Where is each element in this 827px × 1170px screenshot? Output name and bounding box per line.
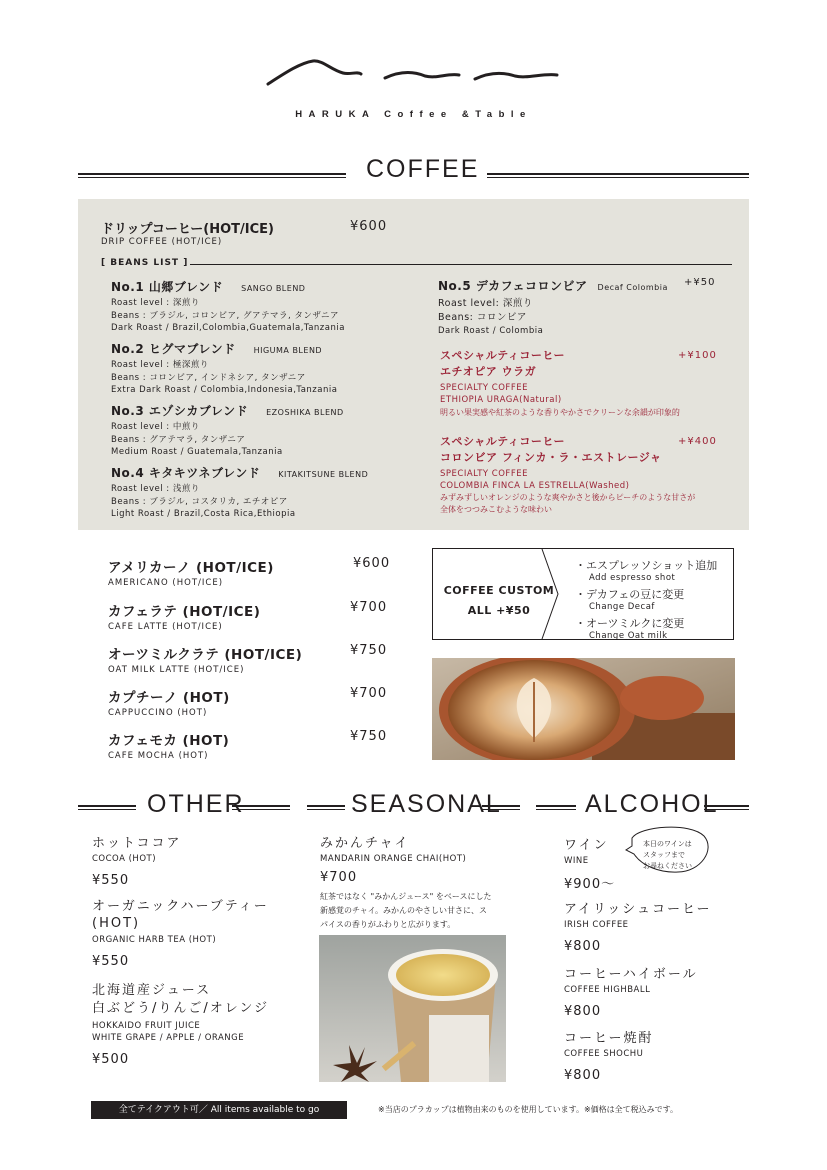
custom-option <box>575 586 735 615</box>
blend-beans: Beans : コロンビア, インドネシア, タンザニア <box>111 372 306 383</box>
seasonal-rule-left <box>307 805 345 810</box>
specialty-origin: コロンビア フィンカ・ラ・エストレージャ <box>440 451 662 464</box>
menu-item-en: HOKKAIDO FRUIT JUICE <box>92 1021 201 1031</box>
custom-option-en: Change Decaf <box>589 602 655 612</box>
decaf-en: Decaf Colombia <box>597 283 668 292</box>
coffee-rule-right <box>487 173 749 178</box>
menu-item-price: ¥500 <box>92 1052 130 1067</box>
menu-item-name: ホットココア <box>92 836 182 851</box>
other-list <box>92 832 292 1067</box>
seasonal-desc: パイスの香りがふわりと広がります。 <box>320 920 456 929</box>
custom-option <box>575 557 735 586</box>
mountain-logo-icon <box>265 55 565 91</box>
blend-en: EZOSHIKA BLEND <box>266 408 344 417</box>
alcohol-item <box>564 834 744 898</box>
menu-item-en: COFFEE SHOCHU <box>564 1049 644 1059</box>
menu-item-name: アイリッシュコーヒー <box>564 902 712 917</box>
drink-name: オーツミルクラテ (HOT/ICE) <box>108 647 303 663</box>
wine-note: スタッフまで <box>643 851 685 859</box>
drink-name-en: CAPPUCCINO (HOT) <box>108 708 208 718</box>
other-rule-left <box>78 805 136 810</box>
blend-detail: Dark Roast / Brazil,Colombia,Guatemala,Tanzania <box>111 323 345 333</box>
blend-beans: Beans : ブラジル, コロンビア, グアテマラ, タンザニア <box>111 310 340 321</box>
alcohol-rule-right <box>704 805 749 810</box>
coffee-rule-left <box>78 173 346 178</box>
blend-en: KITAKITSUNE BLEND <box>278 470 369 479</box>
chai-cup-photo <box>319 935 506 1082</box>
blend-item <box>111 278 431 340</box>
custom-option-en: Add espresso shot <box>589 573 676 583</box>
seasonal-section-title: SEASONAL <box>351 790 502 818</box>
menu-item-en: ORGANIC HARB TEA (HOT) <box>92 935 217 945</box>
menu-item-en: MANDARIN ORANGE CHAI(HOT) <box>320 854 467 864</box>
blend-roast: Roast level : 中煎り <box>111 422 200 432</box>
menu-item-name: コーヒーハイボール <box>564 967 698 982</box>
wine-note: お尋ねください <box>643 862 692 870</box>
alcohol-item <box>564 1027 744 1083</box>
menu-item-en: COCOA (HOT) <box>92 854 157 864</box>
alcohol-list <box>564 834 744 1083</box>
menu-item-price: ¥550 <box>92 954 130 969</box>
menu-item-en: WINE <box>564 856 589 866</box>
beans-list-rule <box>190 264 732 265</box>
seasonal-rule-right <box>482 805 520 810</box>
specialty-en: SPECIALTY COFFEE <box>440 383 528 393</box>
other-section-title: OTHER <box>147 790 245 818</box>
specialty-price: +¥400 <box>678 436 717 447</box>
blend-title: No.3 エゾシカブレンド <box>111 404 249 418</box>
drink-name: アメリカーノ (HOT/ICE) <box>108 560 274 576</box>
specialty-en-origin: ETHIOPIA URAGA(Natural) <box>440 395 562 405</box>
menu-item-en: COFFEE HIGHBALL <box>564 985 651 995</box>
menu-item-price: ¥800 <box>564 1068 602 1083</box>
custom-option-jp: ・エスプレッソショット追加 <box>575 559 718 572</box>
latte-art-photo <box>432 658 735 760</box>
drink-name-en: CAFE LATTE (HOT/ICE) <box>108 622 223 632</box>
specialty-ethiopia <box>440 348 740 419</box>
menu-item-name-sub: 白ぶどう/りんご/オレンジ <box>92 1001 270 1016</box>
specialty-en: SPECIALTY COFFEE <box>440 469 528 479</box>
menu-item-name: 北海道産ジュース <box>92 983 212 998</box>
custom-option <box>575 615 735 644</box>
drink-name: カフェモカ (HOT) <box>108 733 230 749</box>
seasonal-item <box>320 832 510 932</box>
drink-name-en: CAFE MOCHA (HOT) <box>108 751 209 761</box>
specialty-colombia <box>440 434 740 516</box>
blend-detail: Medium Roast / Guatemala,Tanzania <box>111 447 283 457</box>
drink-name-en: OAT MILK LATTE (HOT/ICE) <box>108 665 245 675</box>
drink-price: ¥750 <box>350 729 388 744</box>
custom-price: ALL +¥50 <box>467 604 531 617</box>
menu-item-price: ¥800 <box>564 939 602 954</box>
menu-item-en: IRISH COFFEE <box>564 920 629 930</box>
drink-price: ¥750 <box>350 643 388 658</box>
specialty-title: スペシャルティコーヒー <box>440 349 565 362</box>
drip-coffee-en: DRIP COFFEE (HOT/ICE) <box>101 237 223 247</box>
decaf-price: +¥50 <box>684 277 716 288</box>
alcohol-section-title: ALCOHOL <box>585 790 719 818</box>
drink-item <box>108 643 408 686</box>
blend-item <box>111 402 431 464</box>
custom-option-en: Change Oat milk <box>589 631 668 641</box>
drink-item <box>108 556 408 600</box>
specialty-desc: 明るい果実感や紅茶のような香りやかさでクリーンな余韻が印象的 <box>440 408 680 417</box>
alcohol-item <box>564 898 744 963</box>
other-item <box>92 832 292 898</box>
blend-detail: Light Roast / Brazil,Costa Rica,Ethiopia <box>111 509 296 519</box>
menu-item-name: みかんチャイ <box>320 836 410 851</box>
blend-en: HIGUMA BLEND <box>253 346 323 355</box>
beans-list-label: [ BEANS LIST ] <box>101 258 189 268</box>
menu-item-price: ¥700 <box>320 870 358 885</box>
drink-name-en: AMERICANO (HOT/ICE) <box>108 578 224 588</box>
drink-name: カプチーノ (HOT) <box>108 690 230 706</box>
decaf-roast: Roast level: 深煎り <box>438 298 533 309</box>
blend-title: No.1 山郷ブレンド <box>111 280 224 294</box>
drink-price: ¥700 <box>350 686 388 701</box>
menu-item-name: ワイン <box>564 838 609 853</box>
drip-coffee-price: ¥600 <box>350 219 388 234</box>
blend-roast: Roast level : 浅煎り <box>111 484 200 494</box>
blend-list <box>111 278 431 526</box>
blend-title: No.4 キタキツネブレンド <box>111 466 261 480</box>
specialty-desc: 全体をつつみこむような味わい <box>440 505 552 514</box>
menu-item-price: ¥900〜 <box>564 877 616 892</box>
other-item <box>92 982 292 1067</box>
footer-note: ※当店のプラカップは植物由来のものを使用しています。※価格は全て税込みです。 <box>378 1105 679 1114</box>
menu-item-name: オーガニックハーブティー (HOT) <box>92 899 269 931</box>
alcohol-item <box>564 963 744 1027</box>
menu-item-name: コーヒー焼酎 <box>564 1031 654 1046</box>
coffee-section-title: COFFEE <box>366 155 480 183</box>
blend-detail: Extra Dark Roast / Colombia,Indonesia,Tanzania <box>111 385 338 395</box>
drink-name: カフェラテ (HOT/ICE) <box>108 604 261 620</box>
coffee-custom-box <box>432 548 734 640</box>
blend-title: No.2 ヒグマブレンド <box>111 342 236 356</box>
custom-title: COFFEE CUSTOM <box>443 584 555 597</box>
wine-note: 本日のワインは <box>643 840 692 848</box>
alcohol-rule-left <box>536 805 576 810</box>
custom-option-jp: ・デカフェの豆に変更 <box>575 588 685 601</box>
brand-name: HARUKA Coffee &Table <box>295 109 532 120</box>
decaf-blend <box>438 277 738 338</box>
drink-price: ¥700 <box>350 600 388 615</box>
drink-item <box>108 729 408 772</box>
specialty-title: スペシャルティコーヒー <box>440 435 565 448</box>
custom-option-jp: ・オーツミルクに変更 <box>575 617 685 630</box>
takeout-banner: 全てテイクアウト可／ All items available to go <box>91 1101 347 1119</box>
decaf-title: No.5 デカフェコロンビア <box>438 279 588 293</box>
other-item <box>92 898 292 982</box>
drink-list <box>108 556 408 772</box>
other-rule-right <box>232 805 290 810</box>
blend-beans: Beans : ブラジル, コスタリカ, エチオピア <box>111 496 288 507</box>
specialty-origin: エチオピア ウラガ <box>440 365 537 378</box>
menu-item-price: ¥550 <box>92 873 130 888</box>
menu-item-price: ¥800 <box>564 1004 602 1019</box>
blend-item <box>111 340 431 402</box>
seasonal-desc: 紅茶ではなく "みかんジュース" をベースにした <box>320 892 492 901</box>
decaf-beans: Beans: コロンビア <box>438 312 527 323</box>
specialty-en-origin: COLOMBIA FINCA LA ESTRELLA(Washed) <box>440 481 630 491</box>
blend-beans: Beans : グアテマラ, タンザニア <box>111 434 246 445</box>
blend-en: SANGO BLEND <box>241 284 306 293</box>
decaf-detail: Dark Roast / Colombia <box>438 326 544 336</box>
drink-item <box>108 600 408 643</box>
drink-item <box>108 686 408 729</box>
menu-item-en-sub: WHITE GRAPE / APPLE / ORANGE <box>92 1033 245 1043</box>
blend-item <box>111 464 431 526</box>
blend-roast: Roast level : 極深煎り <box>111 360 209 370</box>
seasonal-desc: 新感覚のチャイ。みかんのやさしい甘さに、ス <box>320 906 488 915</box>
specialty-price: +¥100 <box>678 350 717 361</box>
drink-price: ¥600 <box>353 556 391 571</box>
specialty-desc: みずみずしいオレンジのような爽やかさと後からピーチのような甘さが <box>440 493 696 502</box>
drip-coffee-name: ドリップコーヒー(HOT/ICE) <box>101 222 274 237</box>
blend-roast: Roast level : 深煎り <box>111 298 200 308</box>
